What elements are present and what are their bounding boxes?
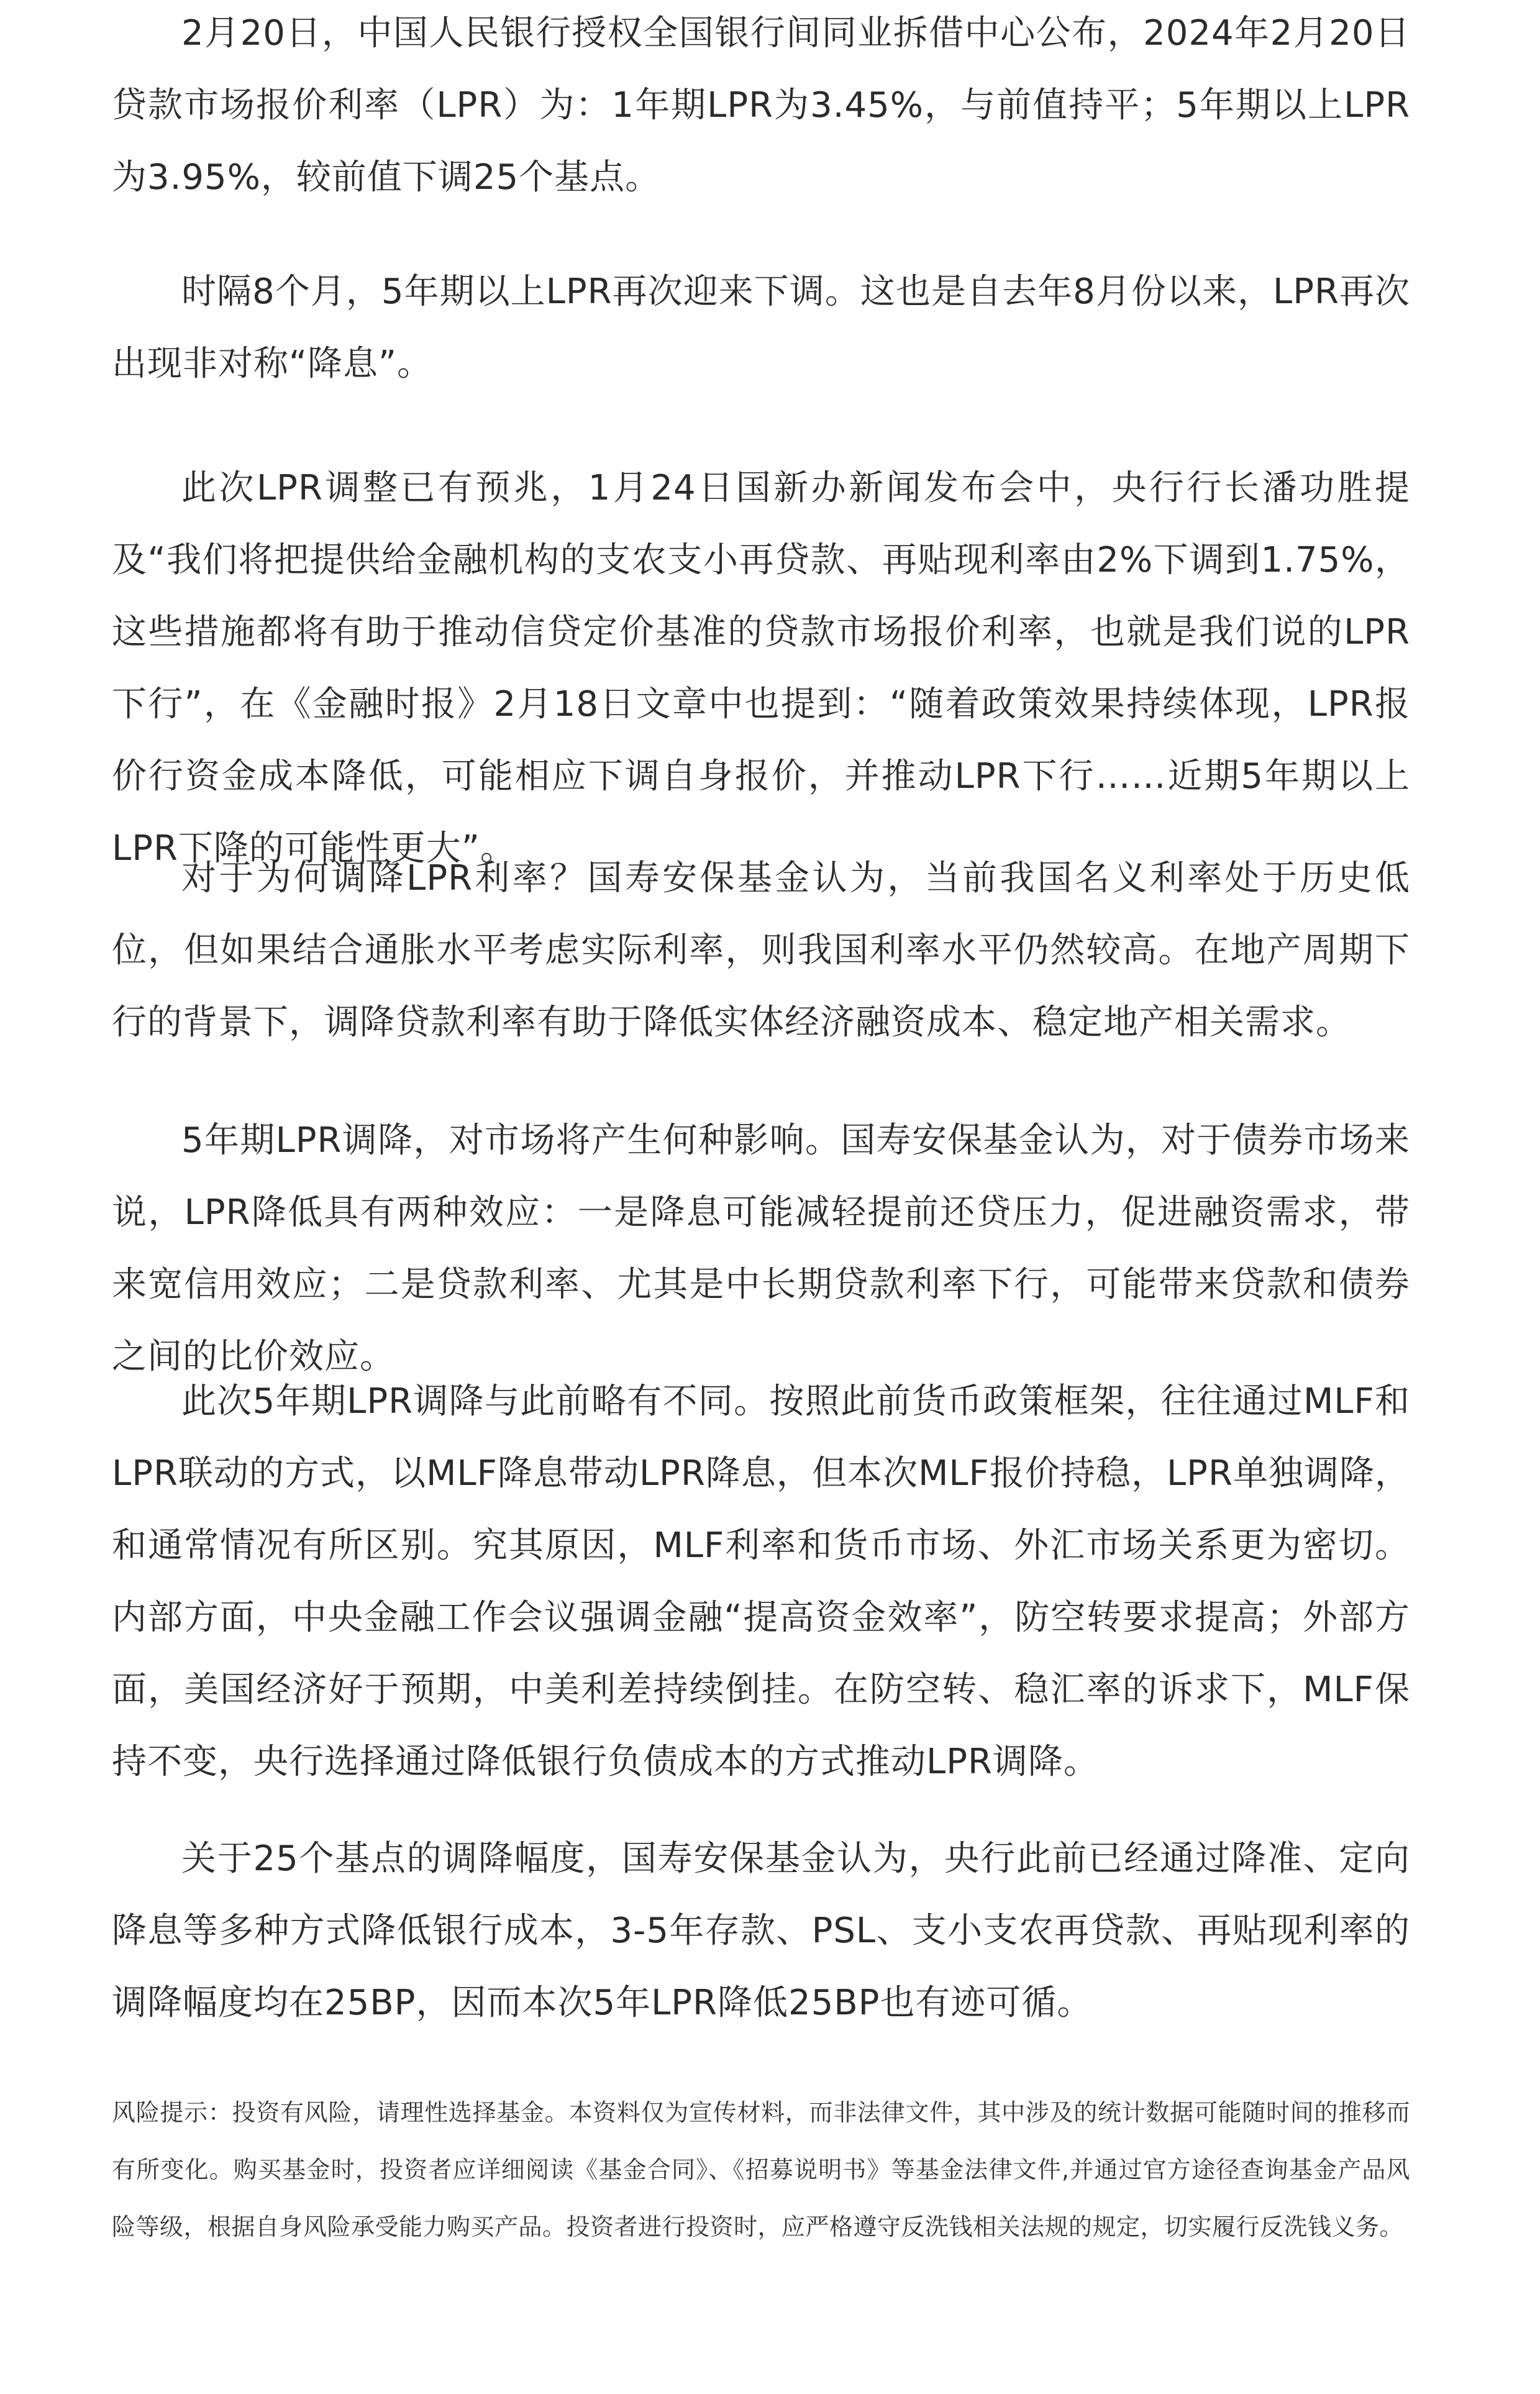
paragraph-reason-for-cut: 对于为何调降LPR利率？国寿安保基金认为，当前我国名义利率处于历史低位，但如果结合通胀水平考虑实际利率，则我国利率水平仍然较高。在地产周期下行的背景下，调降贷款利率有助于降低实体经济融资成本、稳定地产相关需求。	[112, 858, 1410, 1043]
paragraph-market-impact: 5年期LPR调降，对市场将产生何种影响。国寿安保基金认为，对于债券市场来说，LPR降低具有两种效应：一是降息可能减轻提前还贷压力，促进融资需求，带来宽信用效应；二是贷款利率、尤其是中长期贷款利率下行，可能带来贷款和债券之间的比价效应。	[112, 1120, 1410, 1377]
paragraph-policy-signal: 此次LPR调整已有预兆，1月24日国新办新闻发布会中，央行行长潘功胜提及“我们将把提供给金融机构的支农支小再贷款、再贴现利率由2%下调到1.75%，这些措施都将有助于推动信贷定价基准的贷款市场报价利率，也就是我们说的LPR下行”，在《金融时报》2月18日文章中也提到：“随着政策效果持续体现，LPR报价行资金成本降低，可能相应下调自身报价，并推动LPR下行……近期5年期以上LPR下降的可能性更大”。	[112, 468, 1410, 869]
paragraph-lpr-announcement: 2月20日，中国人民银行授权全国银行间同业拆借中心公布，2024年2月20日贷款市场报价利率（LPR）为：1年期LPR为3.45%，与前值持平；5年期以上LPR为3.95%，较前值下调25个基点。	[112, 13, 1410, 198]
paragraph-cut-magnitude: 关于25个基点的调降幅度，国寿安保基金认为，央行此前已经通过降准、定向降息等多种方式降低银行成本，3-5年存款、PSL、支小支农再贷款、再贴现利率的调降幅度均在25BP，因而本次5年LPR降低25BP也有迹可循。	[112, 1839, 1410, 2023]
paragraph-mlf-difference: 此次5年期LPR调降与此前略有不同。按照此前货币政策框架，往往通过MLF和LPR联动的方式，以MLF降息带动LPR降息，但本次MLF报价持稳，LPR单独调降，和通常情况有所区别。究其原因，MLF利率和货币市场、外汇市场关系更为密切。内部方面，中央金融工作会议强调金融“提高资金效率”，防空转要求提高；外部方面，美国经济好于预期，中美利差持续倒挂。在防空转、稳汇率的诉求下，MLF保持不变，央行选择通过降低银行负债成本的方式推动LPR调降。	[112, 1381, 1410, 1782]
risk-disclaimer: 风险提示：投资有风险，请理性选择基金。本资料仅为宣传材料，而非法律文件，其中涉及的统计数据可能随时间的推移而有所变化。购买基金时，投资者应详细阅读《基金合同》、《招募说明书》等基金法律文件,并通过官方途径查询基金产品风险等级，根据自身风险承受能力购买产品。投资者进行投资时，应严格遵守反洗钱相关法规的规定，切实履行反洗钱义务。	[112, 2099, 1410, 2241]
paragraph-rate-cut-interval: 时隔8个月，5年期以上LPR再次迎来下调。这也是自去年8月份以来，LPR再次出现非对称“降息”。	[112, 272, 1410, 384]
